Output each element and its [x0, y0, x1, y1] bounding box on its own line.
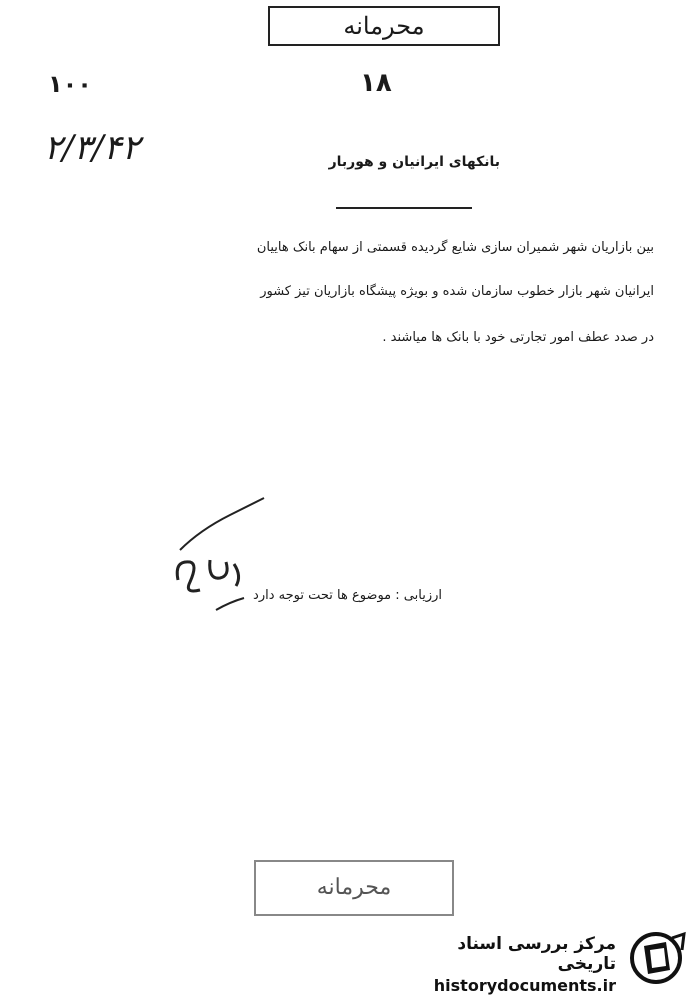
- body-line-1: بین بازاریان شهر شمیران سازی شایع گردیده قسمتی از سهام بانک هاییان: [256, 240, 654, 255]
- reference-number: ۱۸: [360, 68, 392, 98]
- archive-logo-icon: [626, 930, 690, 986]
- closing-note: ارزیابی : موضوع ها تحت توجه دارد: [253, 588, 442, 603]
- confidential-stamp-top: محرمانه: [268, 6, 500, 46]
- confidential-stamp-bottom: محرمانه: [254, 860, 454, 916]
- archive-watermark: [412, 928, 696, 995]
- body-line-3: در صدد عطف امور تجارتی خود با بانک ها میاشند .: [382, 330, 654, 345]
- watermark-org: مرکز بررسی اسناد تاریخی: [457, 934, 616, 974]
- document-number: ۱۰۰: [48, 70, 92, 98]
- watermark-text: [412, 934, 616, 995]
- handwritten-date: ۲/۳/۴۲: [44, 128, 140, 168]
- letter-subject: بانکهای ایرانیان و هوربار: [328, 154, 500, 170]
- subject-underline: [336, 207, 472, 209]
- watermark-site: historydocuments.ir: [433, 976, 616, 995]
- body-line-2: ایرانیان شهر بازار خطوب سازمان شده و بویژه پیشگاه بازاریان تیز کشور: [260, 284, 654, 299]
